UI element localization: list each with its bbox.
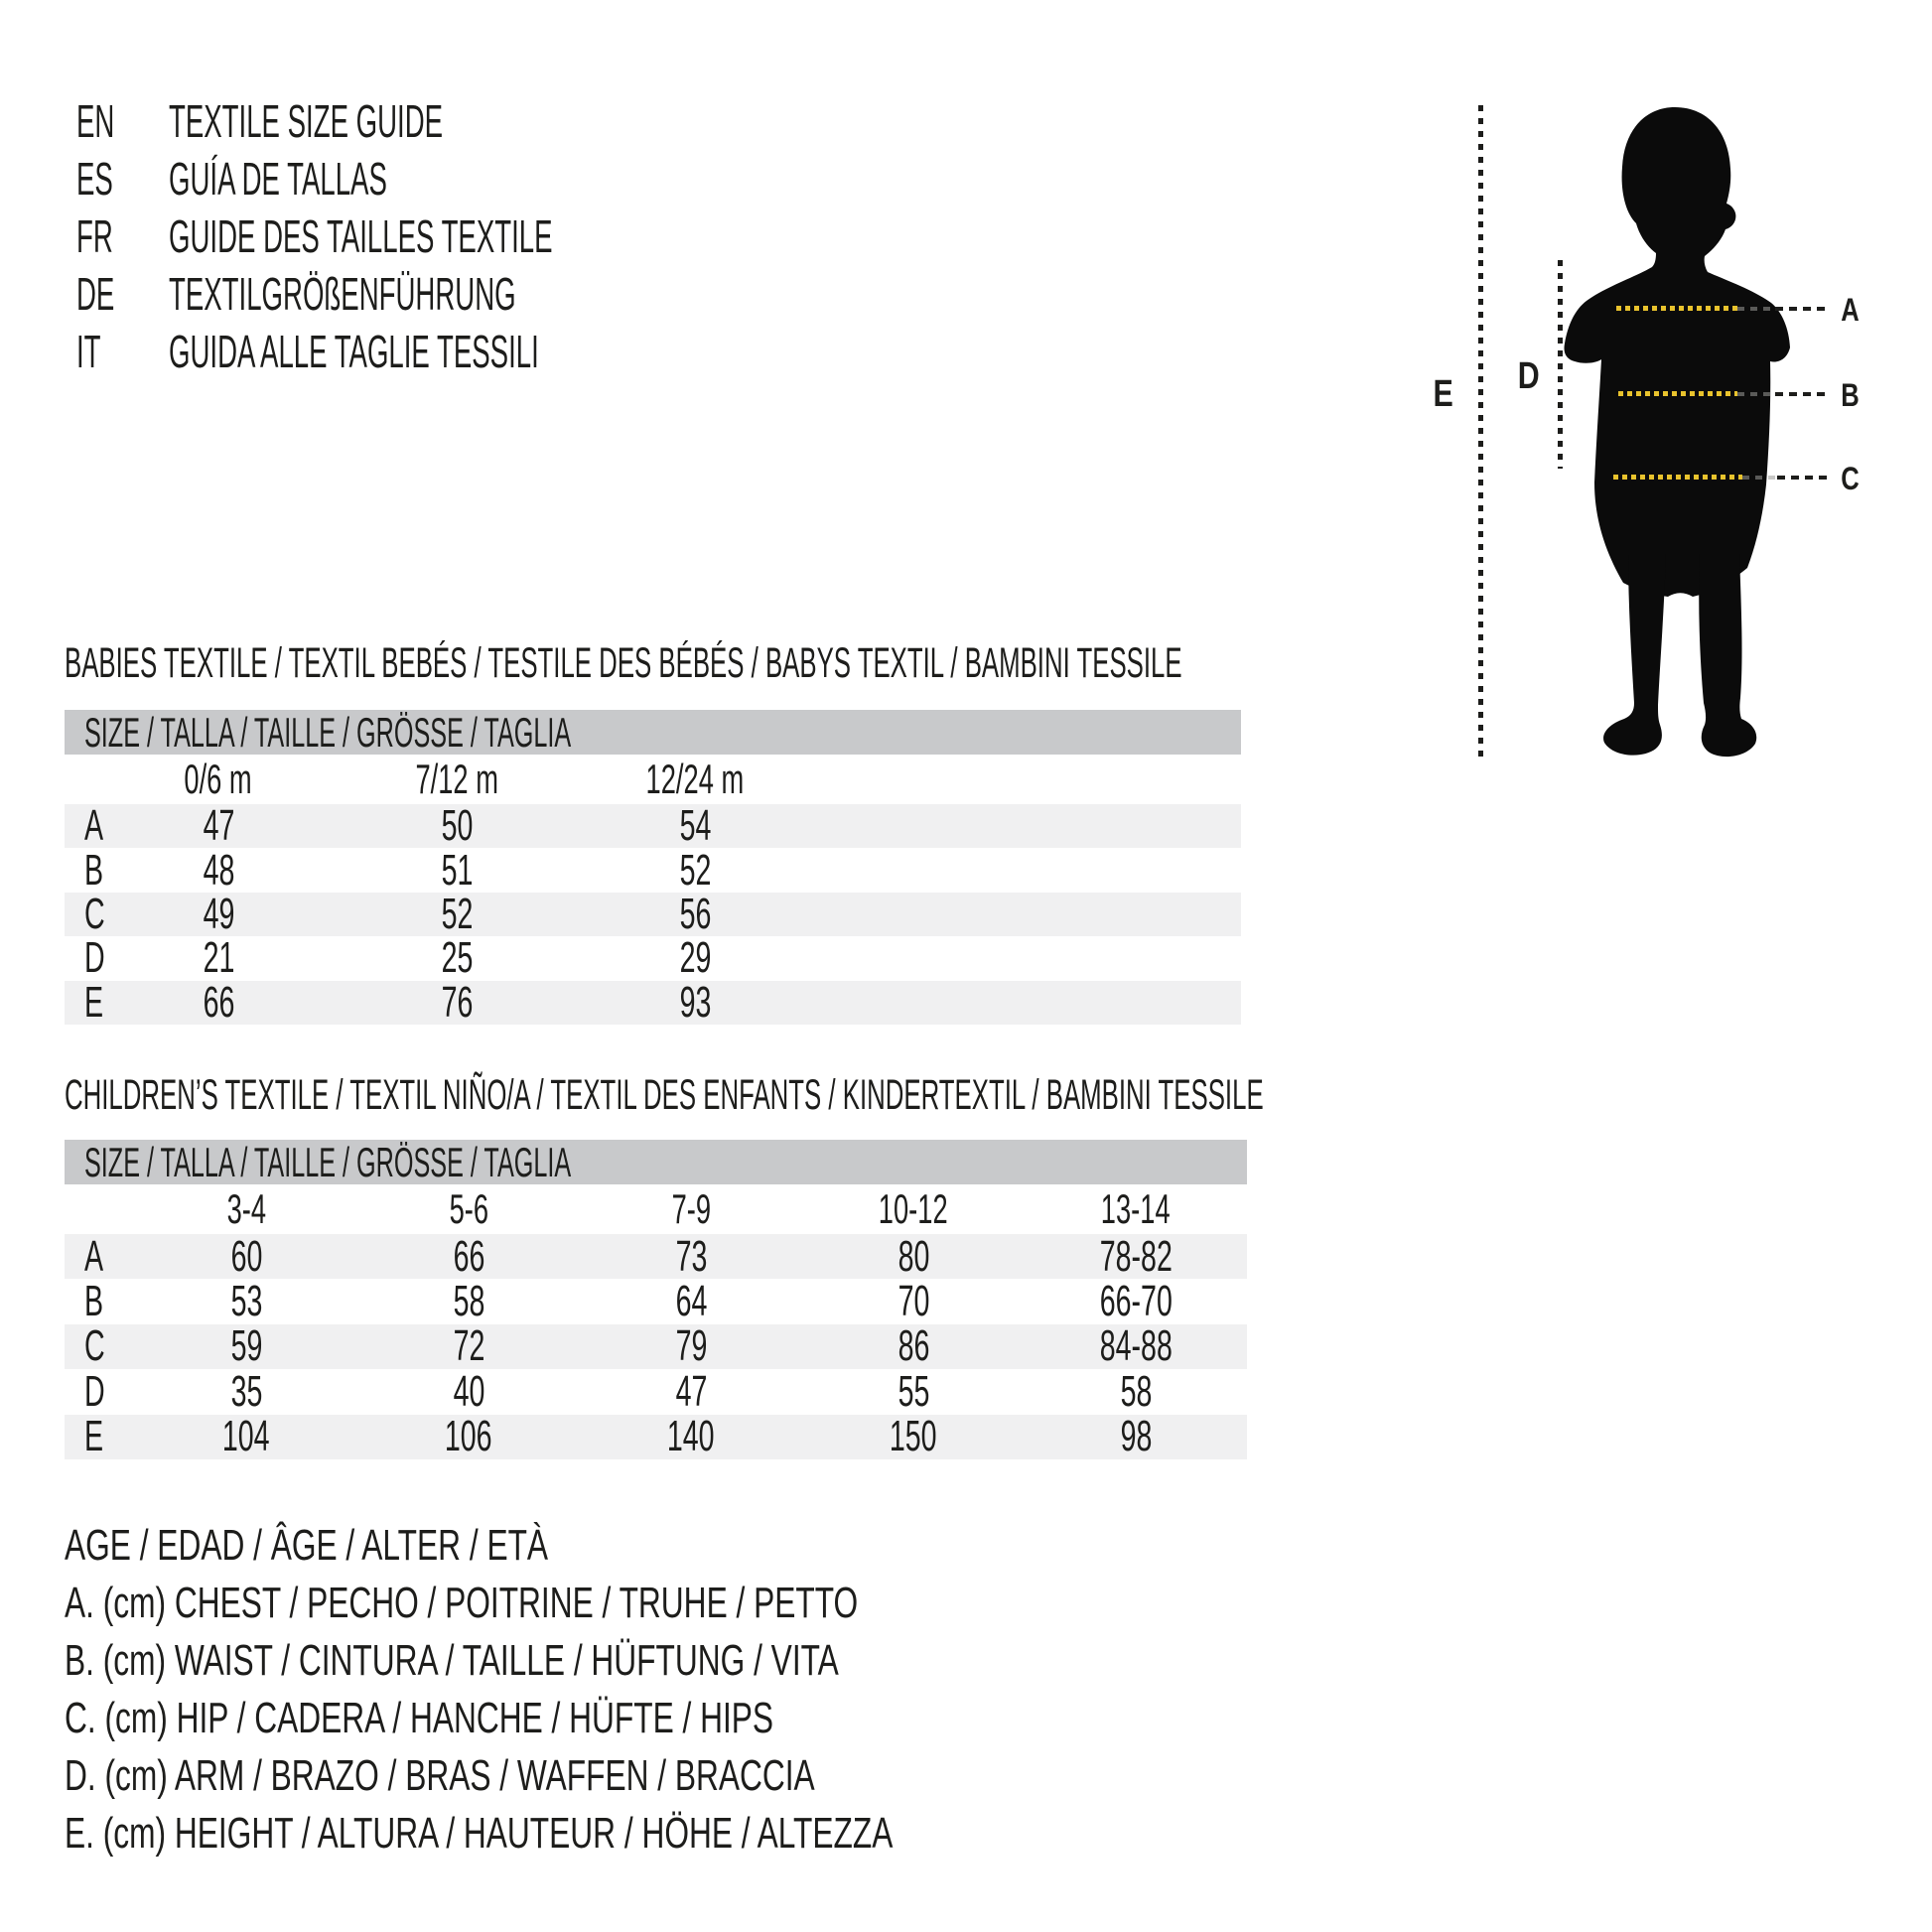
- chest-measure-dash-fade: [1737, 307, 1775, 311]
- cell-value: 60: [230, 1231, 262, 1281]
- column-header: 3-4: [226, 1185, 266, 1232]
- waist-measure-dash-yellow: [1618, 391, 1737, 396]
- table-row: [65, 933, 1241, 983]
- column-header: 10-12: [879, 1185, 948, 1232]
- cell-value: 50: [441, 801, 473, 851]
- children-section-title: CHILDREN’S TEXTILE / TEXTIL NIÑO/A / TEXTIL DES ENFANTS / KINDERTEXTIL / BAMBINI TESSILE: [65, 1071, 1264, 1119]
- legend-line-arm: D. (cm) ARM / BRAZO / BRAS / WAFFEN / BRACCIA: [65, 1751, 815, 1800]
- cell-value: 47: [675, 1366, 707, 1416]
- babies-column-headers: [65, 755, 1241, 804]
- language-row-es: [76, 150, 808, 207]
- children-size-table: [65, 1140, 1247, 1459]
- hip-measure-dash-fade: [1742, 476, 1777, 480]
- cell-value: 93: [679, 977, 711, 1027]
- cell-value: 70: [897, 1277, 929, 1326]
- cell-value: 76: [441, 977, 473, 1027]
- language-code: EN: [76, 95, 115, 147]
- cell-value: 53: [230, 1277, 262, 1326]
- cell-value: 72: [453, 1321, 484, 1371]
- table-row: [65, 1412, 1247, 1461]
- cell-value: 40: [453, 1366, 484, 1416]
- table-row: [65, 1321, 1247, 1371]
- size-header-label: SIZE / TALLA / TAILLE / GRÖSSE / TAGLIA: [84, 708, 572, 756]
- cell-value: 66: [453, 1231, 484, 1281]
- row-label: E: [84, 1412, 104, 1461]
- cell-value: 64: [675, 1277, 707, 1326]
- legend-line-age: AGE / EDAD / ÂGE / ALTER / ETÀ: [65, 1521, 549, 1570]
- cell-value: 52: [441, 889, 473, 938]
- measurement-legend: [65, 1517, 1215, 1863]
- legend-line-waist: B. (cm) WAIST / CINTURA / TAILLE / HÜFTUNG / VITA: [65, 1636, 839, 1685]
- children-size-header-bar: [65, 1140, 1247, 1184]
- language-title: TEXTILE SIZE GUIDE: [169, 95, 444, 147]
- row-label: A: [84, 801, 104, 851]
- row-label: D: [84, 1366, 105, 1416]
- cell-value: 48: [203, 845, 234, 895]
- cell-value: 104: [222, 1412, 270, 1461]
- language-code: DE: [76, 268, 115, 320]
- measure-label-d: D: [1517, 355, 1540, 397]
- table-row: [65, 1366, 1247, 1416]
- column-header: 12/24 m: [645, 756, 745, 802]
- language-list: [76, 92, 808, 380]
- language-row-de: [76, 265, 808, 323]
- row-label: B: [84, 1277, 104, 1326]
- cell-value: 86: [897, 1321, 929, 1371]
- cell-value: 73: [675, 1231, 707, 1281]
- language-code: IT: [76, 326, 101, 377]
- row-label: D: [84, 933, 105, 983]
- table-row: [65, 1231, 1247, 1281]
- cell-value: 80: [897, 1231, 929, 1281]
- row-label: B: [84, 845, 104, 895]
- legend-line-hip: C. (cm) HIP / CADERA / HANCHE / HÜFTE / HIPS: [65, 1694, 774, 1742]
- language-row-fr: [76, 207, 808, 265]
- measure-label-b: B: [1841, 377, 1860, 413]
- column-header: 0/6 m: [184, 756, 253, 802]
- legend-line-height: E. (cm) HEIGHT / ALTURA / HAUTEUR / HÖHE / ALTEZZA: [65, 1809, 894, 1858]
- cell-value: 98: [1120, 1412, 1152, 1461]
- row-label: C: [84, 1321, 105, 1371]
- language-code: ES: [76, 153, 113, 205]
- cell-value: 54: [679, 801, 711, 851]
- column-header: 13-14: [1101, 1185, 1171, 1232]
- cell-value: 55: [897, 1366, 929, 1416]
- column-header: 7-9: [671, 1185, 711, 1232]
- measure-label-a: A: [1841, 292, 1860, 328]
- hip-measure-dash-yellow: [1613, 475, 1742, 480]
- table-row: [65, 845, 1241, 895]
- language-code: FR: [76, 210, 113, 262]
- cell-value: 59: [230, 1321, 262, 1371]
- cell-value: 150: [890, 1412, 937, 1461]
- hip-measure-dash-black: [1777, 476, 1827, 480]
- chest-measure-dash-yellow: [1616, 306, 1737, 311]
- row-label: C: [84, 889, 105, 938]
- size-header-label: SIZE / TALLA / TAILLE / GRÖSSE / TAGLIA: [84, 1138, 572, 1185]
- cell-value: 58: [453, 1277, 484, 1326]
- cell-value: 106: [445, 1412, 492, 1461]
- cell-value: 78-82: [1099, 1231, 1173, 1281]
- cell-value: 66-70: [1099, 1277, 1173, 1326]
- language-row-en: [76, 92, 808, 150]
- table-row: [65, 977, 1241, 1027]
- cell-value: 79: [675, 1321, 707, 1371]
- cell-value: 21: [203, 933, 234, 983]
- waist-measure-dash-fade: [1737, 392, 1775, 396]
- table-row: [65, 801, 1241, 851]
- cell-value: 25: [441, 933, 473, 983]
- cell-value: 35: [230, 1366, 262, 1416]
- waist-measure-dash-black: [1775, 392, 1827, 396]
- measure-label-e: E: [1433, 373, 1453, 415]
- row-label: E: [84, 977, 104, 1027]
- column-header: 5-6: [449, 1185, 488, 1232]
- babies-size-table: [65, 710, 1241, 1025]
- language-title: GUIDA ALLE TAGLIE TESSILI: [169, 326, 539, 377]
- language-title: TEXTILGRÖßENFÜHRUNG: [169, 268, 516, 320]
- language-row-it: [76, 323, 808, 380]
- chest-measure-dash-black: [1775, 307, 1827, 311]
- cell-value: 29: [679, 933, 711, 983]
- row-label: A: [84, 1231, 104, 1281]
- cell-value: 52: [679, 845, 711, 895]
- table-row: [65, 1277, 1247, 1326]
- cell-value: 51: [441, 845, 473, 895]
- cell-value: 84-88: [1099, 1321, 1173, 1371]
- cell-value: 58: [1120, 1366, 1152, 1416]
- legend-line-chest: A. (cm) CHEST / PECHO / POITRINE / TRUHE / PETTO: [65, 1579, 859, 1627]
- cell-value: 49: [203, 889, 234, 938]
- language-title: GUIDE DES TAILLES TEXTILE: [169, 210, 553, 262]
- language-title: GUÍA DE TALLAS: [169, 153, 387, 205]
- cell-value: 56: [679, 889, 711, 938]
- measure-label-c: C: [1841, 461, 1860, 496]
- cell-value: 47: [203, 801, 234, 851]
- babies-size-header-bar: [65, 710, 1241, 755]
- table-row: [65, 889, 1241, 938]
- column-header: 7/12 m: [415, 756, 498, 802]
- cell-value: 140: [667, 1412, 715, 1461]
- children-column-headers: [65, 1184, 1247, 1234]
- arm-measure-dotted-line: [1558, 260, 1563, 469]
- cell-value: 66: [203, 977, 234, 1027]
- babies-section-title: BABIES TEXTILE / TEXTIL BEBÉS / TESTILE DES BÉBÉS / BABYS TEXTIL / BAMBINI TESSILE: [65, 639, 1182, 687]
